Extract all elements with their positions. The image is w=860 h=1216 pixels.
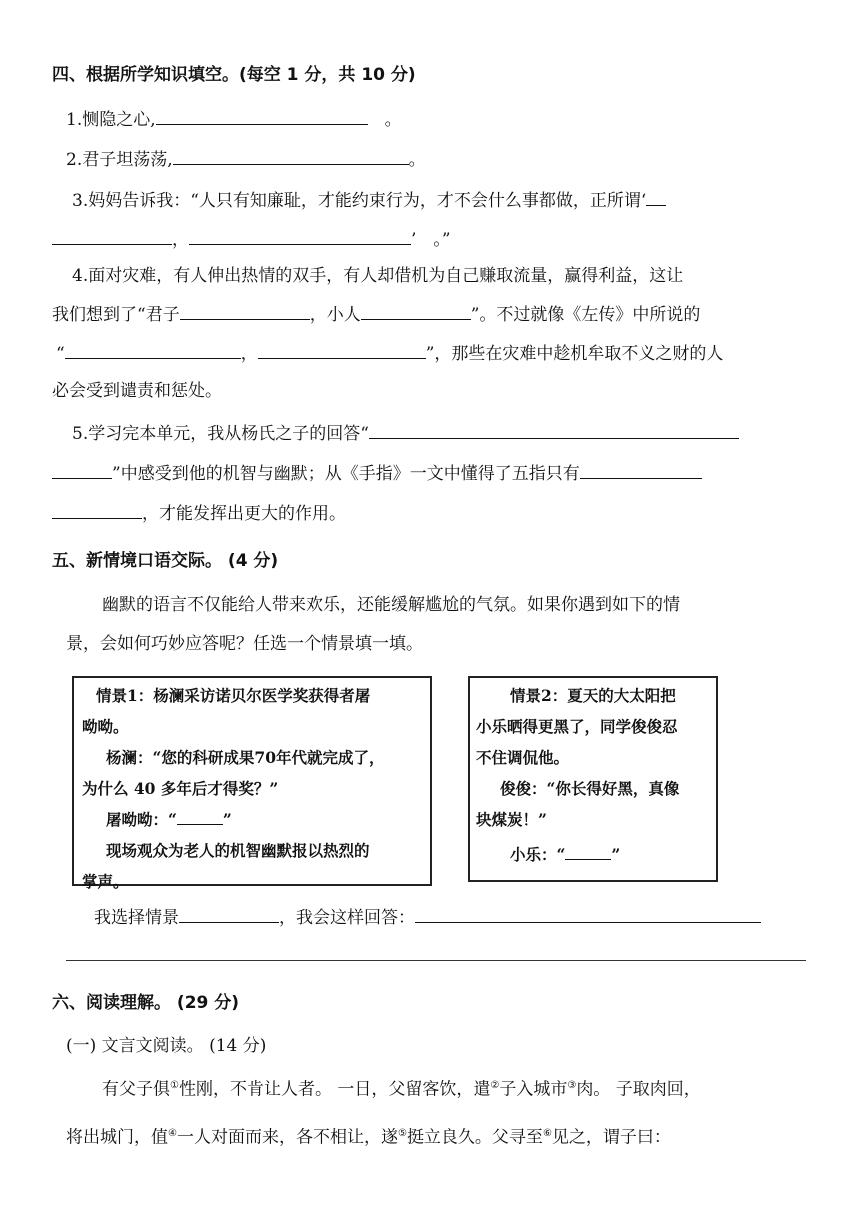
passage-text: 有父子俱	[102, 1079, 170, 1100]
q2-end: 。	[408, 150, 426, 170]
q4-line-3	[56, 340, 723, 366]
scene-2-quote-close: ”	[611, 845, 621, 864]
q5-text-c: ，才能发挥出更大的作用。	[142, 504, 346, 524]
q4-text-b: ，小人	[309, 305, 361, 325]
passage-text: 性刚，不肯让人者。 一日，父留客饮，遣	[178, 1079, 491, 1100]
q1-line	[66, 106, 402, 132]
q3-blank-2[interactable]	[189, 226, 411, 245]
footnote-marker-2[interactable]: ②	[490, 1080, 500, 1091]
scene-2-speaker: 小乐：“	[510, 845, 566, 864]
q5-line-1	[72, 420, 739, 446]
subsection-1-title: (一) 文言文阅读。 (14 分)	[66, 1036, 267, 1056]
footnote-marker-1[interactable]: ①	[170, 1080, 179, 1091]
scene-1-card	[72, 676, 432, 891]
scene-2-line-4: 俊俊：“你长得好黑，真像	[500, 779, 680, 798]
scene-1-line-1: 情景1：杨澜采访诺贝尔医学奖获得者屠	[96, 686, 371, 705]
footnote-marker-5[interactable]: ⑤	[397, 1128, 407, 1139]
q3-blank-start[interactable]	[646, 187, 666, 206]
scene-choice-blank[interactable]	[179, 904, 279, 923]
q5-blank-1b[interactable]	[52, 460, 112, 479]
section-5-intro-2: 景，会如何巧妙应答呢？任选一个情景填一填。	[66, 634, 423, 654]
q3-line-2	[52, 226, 451, 252]
scene-1-line-2: 呦呦。	[82, 717, 129, 736]
q4-line-4: 必会受到谴责和惩处。	[52, 381, 222, 401]
q1-blank[interactable]	[156, 106, 368, 125]
q5-text-a: 5.学习完本单元，我从杨氏之子的回答“	[72, 424, 369, 444]
q3-blank-1[interactable]	[52, 226, 172, 245]
scene-2-line-1: 情景2：夏天的大太阳把	[510, 686, 676, 705]
answer-reply-label: ，我会这样回答：	[279, 908, 415, 928]
q5-line-2	[52, 460, 702, 486]
answer-choose-label: 我选择情景	[94, 908, 179, 928]
passage-text: 将出城门，值	[66, 1127, 168, 1148]
scene-1-blank[interactable]	[177, 808, 223, 825]
scene-1-line-4: 为什么 40 多年后才得奖？”	[82, 779, 279, 798]
q4-blank-2[interactable]	[361, 301, 471, 320]
scene-2-card	[468, 676, 718, 882]
answer-line-2[interactable]	[66, 960, 806, 961]
q2-blank[interactable]	[173, 146, 409, 165]
passage-text: 挺立良久。父寻至	[406, 1127, 543, 1148]
scene-2-line-3: 不住调侃他。	[476, 748, 570, 767]
q5-blank-1[interactable]	[369, 420, 739, 439]
q4-blank-3[interactable]	[65, 340, 241, 359]
q2-line	[66, 146, 426, 172]
q5-line-3	[52, 500, 346, 526]
passage-text: 肉。 子取肉回，	[576, 1079, 701, 1100]
q4-text-a: 我们想到了“君子	[52, 305, 180, 325]
q4-line-2	[52, 301, 700, 327]
passage-text: 一人对面而来，各不相让，遂	[176, 1127, 398, 1148]
footnote-marker-3[interactable]: ③	[567, 1080, 577, 1091]
scene-2-line-2: 小乐晒得更黑了，同学俊俊忍	[476, 717, 678, 736]
q4-line-1: 4.面对灾难，有人伸出热情的双手，有人却借机为自己赚取流量，赢得利益，这让	[72, 266, 684, 286]
section-5-title: 五、新情境口语交际。 (4 分)	[52, 551, 279, 571]
scene-2-line-6	[470, 839, 716, 870]
section-6-title: 六、阅读理解。 (29 分)	[52, 993, 240, 1013]
q5-blank-2[interactable]	[580, 460, 702, 479]
scene-1-speaker: 屠呦呦：“	[106, 810, 177, 829]
scene-1-line-6: 现场观众为老人的机智幽默报以热烈的	[106, 841, 370, 860]
passage-line-1	[102, 1074, 701, 1102]
scene-2-blank[interactable]	[565, 843, 611, 860]
scene-1-quote-close: ”	[222, 810, 232, 829]
q5-blank-2b[interactable]	[52, 500, 142, 519]
answer-line	[94, 904, 761, 930]
footnote-marker-4[interactable]: ④	[168, 1128, 177, 1139]
scene-1-line-3: 杨澜：“您的科研成果70年代就完成了，	[106, 748, 385, 767]
scene-1-line-7: 掌声。	[82, 872, 129, 891]
q3-line-1	[72, 187, 666, 213]
passage-text: 子入城市	[499, 1079, 568, 1100]
q4-comma: ，	[240, 344, 258, 364]
q4-blank-4[interactable]	[258, 340, 426, 359]
q5-text-b: ”中感受到他的机智与幽默；从《手指》一文中懂得了五指只有	[112, 464, 580, 484]
section-5-intro-1: 幽默的语言不仅能给人带来欢乐，还能缓解尴尬的气氛。如果你遇到如下的情	[102, 595, 680, 615]
footnote-marker-6[interactable]: ⑥	[542, 1128, 552, 1139]
section-4-title: 四、根据所学知识填空。(每空 1 分，共 10 分)	[52, 65, 416, 85]
scene-2-line-5: 块煤炭！”	[476, 810, 547, 829]
q1-text: 1.恻隐之心,	[66, 110, 156, 130]
q1-end: 。	[384, 110, 402, 130]
passage-text: 见之，谓子曰：	[551, 1127, 671, 1148]
q3-comma: ，	[172, 230, 189, 250]
scene-1-line-5	[74, 804, 430, 835]
q3-text: 3.妈妈告诉我：“人只有知廉耻，才能约束行为，才不会什么事都做，正所谓‘	[72, 191, 647, 211]
q4-blank-1[interactable]	[180, 301, 310, 320]
passage-line-2	[66, 1122, 671, 1150]
q3-end: ’ 。”	[411, 230, 451, 250]
answer-blank[interactable]	[415, 904, 761, 923]
q4-quote-open: “	[56, 344, 65, 364]
q4-text-c: ”。不过就像《左传》中所说的	[470, 305, 701, 325]
q2-text: 2.君子坦荡荡,	[66, 150, 173, 170]
q4-text-d: ”，那些在灾难中趁机牟取不义之财的人	[425, 344, 724, 364]
